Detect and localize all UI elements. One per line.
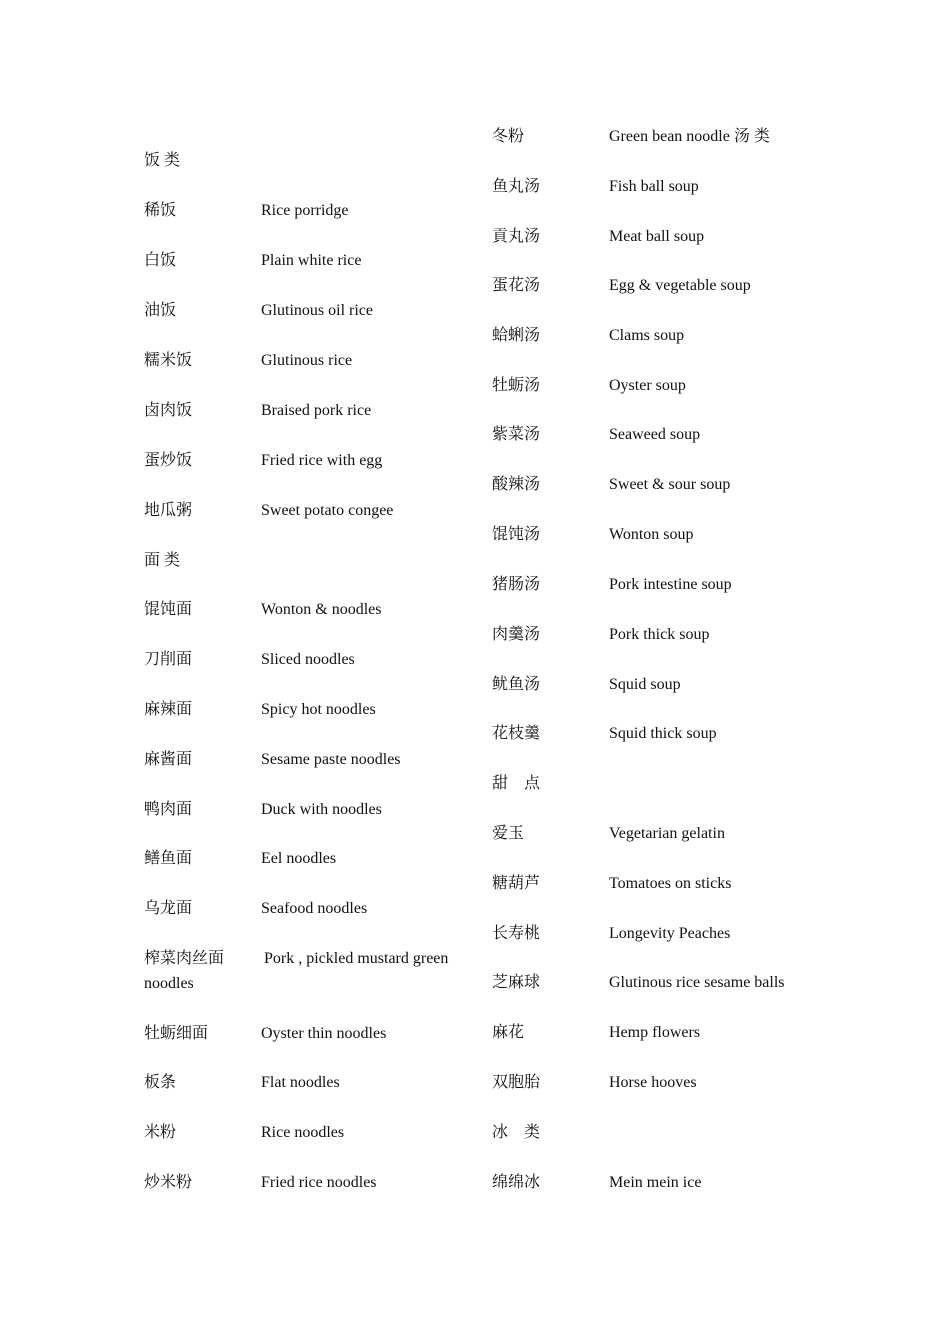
dish-en: Fried rice noodles [261, 1174, 377, 1191]
dish-zh: 油饭 [144, 302, 177, 319]
dish-en: Mein mein ice [609, 1174, 702, 1191]
dish-zh: 馄饨汤 [492, 526, 541, 543]
dish-en: Hemp flowers [609, 1024, 701, 1041]
dish-zh: 糖葫芦 [492, 875, 541, 892]
dish-zh: 鱿鱼汤 [492, 676, 541, 693]
dish-en: Meat ball soup [609, 228, 705, 245]
dish-en: Clams soup [609, 327, 685, 344]
dish-en: Fish ball soup [609, 178, 699, 195]
dish-en: Eel noodles [261, 850, 337, 867]
dish-en: Horse hooves [609, 1074, 697, 1091]
dish-en: Squid soup [609, 676, 681, 693]
dish-en: Egg & vegetable soup [609, 277, 751, 294]
dish-zh: 蛤蜊汤 [492, 327, 541, 344]
dish-zh: 猪肠汤 [492, 576, 541, 593]
dish-en: Rice porridge [261, 202, 349, 219]
dish-en: Plain white rice [261, 252, 362, 269]
dish-zh: 炒米粉 [144, 1174, 193, 1191]
dish-en: Pork , pickled mustard green [264, 950, 449, 967]
dish-zh: 冬粉 [492, 128, 525, 145]
dish-en: Vegetarian gelatin [609, 825, 725, 842]
dish-en: Squid thick soup [609, 725, 717, 742]
dish-zh: 板条 [144, 1074, 177, 1091]
dish-en: Pork intestine soup [609, 576, 732, 593]
dish-zh: 馄饨面 [144, 601, 193, 618]
dish-en: Duck with noodles [261, 801, 382, 818]
dish-zh: 肉羹汤 [492, 626, 541, 643]
dish-zh: 刀削面 [144, 651, 193, 668]
dish-zh: 绵绵冰 [492, 1174, 541, 1191]
dish-en: Glutinous rice sesame balls [609, 974, 785, 991]
dish-en: Glutinous oil rice [261, 302, 373, 319]
dish-zh: 花枝羹 [492, 725, 541, 742]
dish-zh: 蛋花汤 [492, 277, 541, 294]
dish-en: Sweet potato congee [261, 502, 394, 519]
dish-en: Tomatoes on sticks [609, 875, 732, 892]
dish-en: Flat noodles [261, 1074, 340, 1091]
dish-en: Seafood noodles [261, 900, 368, 917]
dish-zh: 榨菜肉丝面 [144, 950, 225, 967]
dish-zh: 牡蛎细面 [144, 1025, 209, 1042]
dish-zh: 卤肉饭 [144, 402, 193, 419]
dish-en: Longevity Peaches [609, 925, 731, 942]
dish-zh: 麻酱面 [144, 751, 193, 768]
dish-en: Oyster soup [609, 377, 686, 394]
dish-en: Braised pork rice [261, 402, 372, 419]
dish-zh: 紫菜汤 [492, 426, 541, 443]
dish-zh: 长寿桃 [492, 925, 541, 942]
dish-en: Wonton soup [609, 526, 694, 543]
dish-zh: 酸辣汤 [492, 476, 541, 493]
dish-en: Sweet & sour soup [609, 476, 731, 493]
dish-zh: 鱼丸汤 [492, 178, 541, 195]
dish-zh: 蛋炒饭 [144, 452, 193, 469]
dish-en: Glutinous rice [261, 352, 353, 369]
dish-zh: 芝麻球 [492, 974, 541, 991]
dish-en: Spicy hot noodles [261, 701, 376, 718]
dish-zh: 米粉 [144, 1124, 177, 1141]
dish-zh: 地瓜粥 [144, 502, 193, 519]
dish-zh: 乌龙面 [144, 900, 193, 917]
dish-zh: 稀饭 [144, 202, 177, 219]
dish-en: Sesame paste noodles [261, 751, 401, 768]
dish-zh: 双胞胎 [492, 1074, 541, 1091]
dish-en: Pork thick soup [609, 626, 710, 643]
dish-en: Sliced noodles [261, 651, 355, 668]
heading-noodles: 面 类 [144, 552, 181, 569]
heading-ice: 冰 类 [492, 1124, 541, 1141]
dish-zh: 貢丸汤 [492, 228, 541, 245]
dish-zh: 麻花 [492, 1024, 525, 1041]
dish-en: Seaweed soup [609, 426, 701, 443]
dish-en: Wonton & noodles [261, 601, 382, 618]
dish-en: Oyster thin noodles [261, 1025, 387, 1042]
heading-dessert: 甜 点 [492, 775, 541, 792]
dish-zh: 鳝鱼面 [144, 850, 193, 867]
dish-en: Rice noodles [261, 1124, 345, 1141]
dish-zh: 麻辣面 [144, 701, 193, 718]
list-item-continuation: noodles [144, 975, 194, 992]
dish-zh: 糯米饭 [144, 352, 193, 369]
dish-zh: 爱玉 [492, 825, 525, 842]
dish-zh: 牡蛎汤 [492, 377, 541, 394]
dish-zh: 鸭肉面 [144, 801, 193, 818]
dish-zh: 白饭 [144, 252, 177, 269]
heading-rice: 饭 类 [144, 152, 181, 169]
dish-en: Green bean noodle 汤 类 [609, 128, 770, 145]
dish-en: Fried rice with egg [261, 452, 383, 469]
